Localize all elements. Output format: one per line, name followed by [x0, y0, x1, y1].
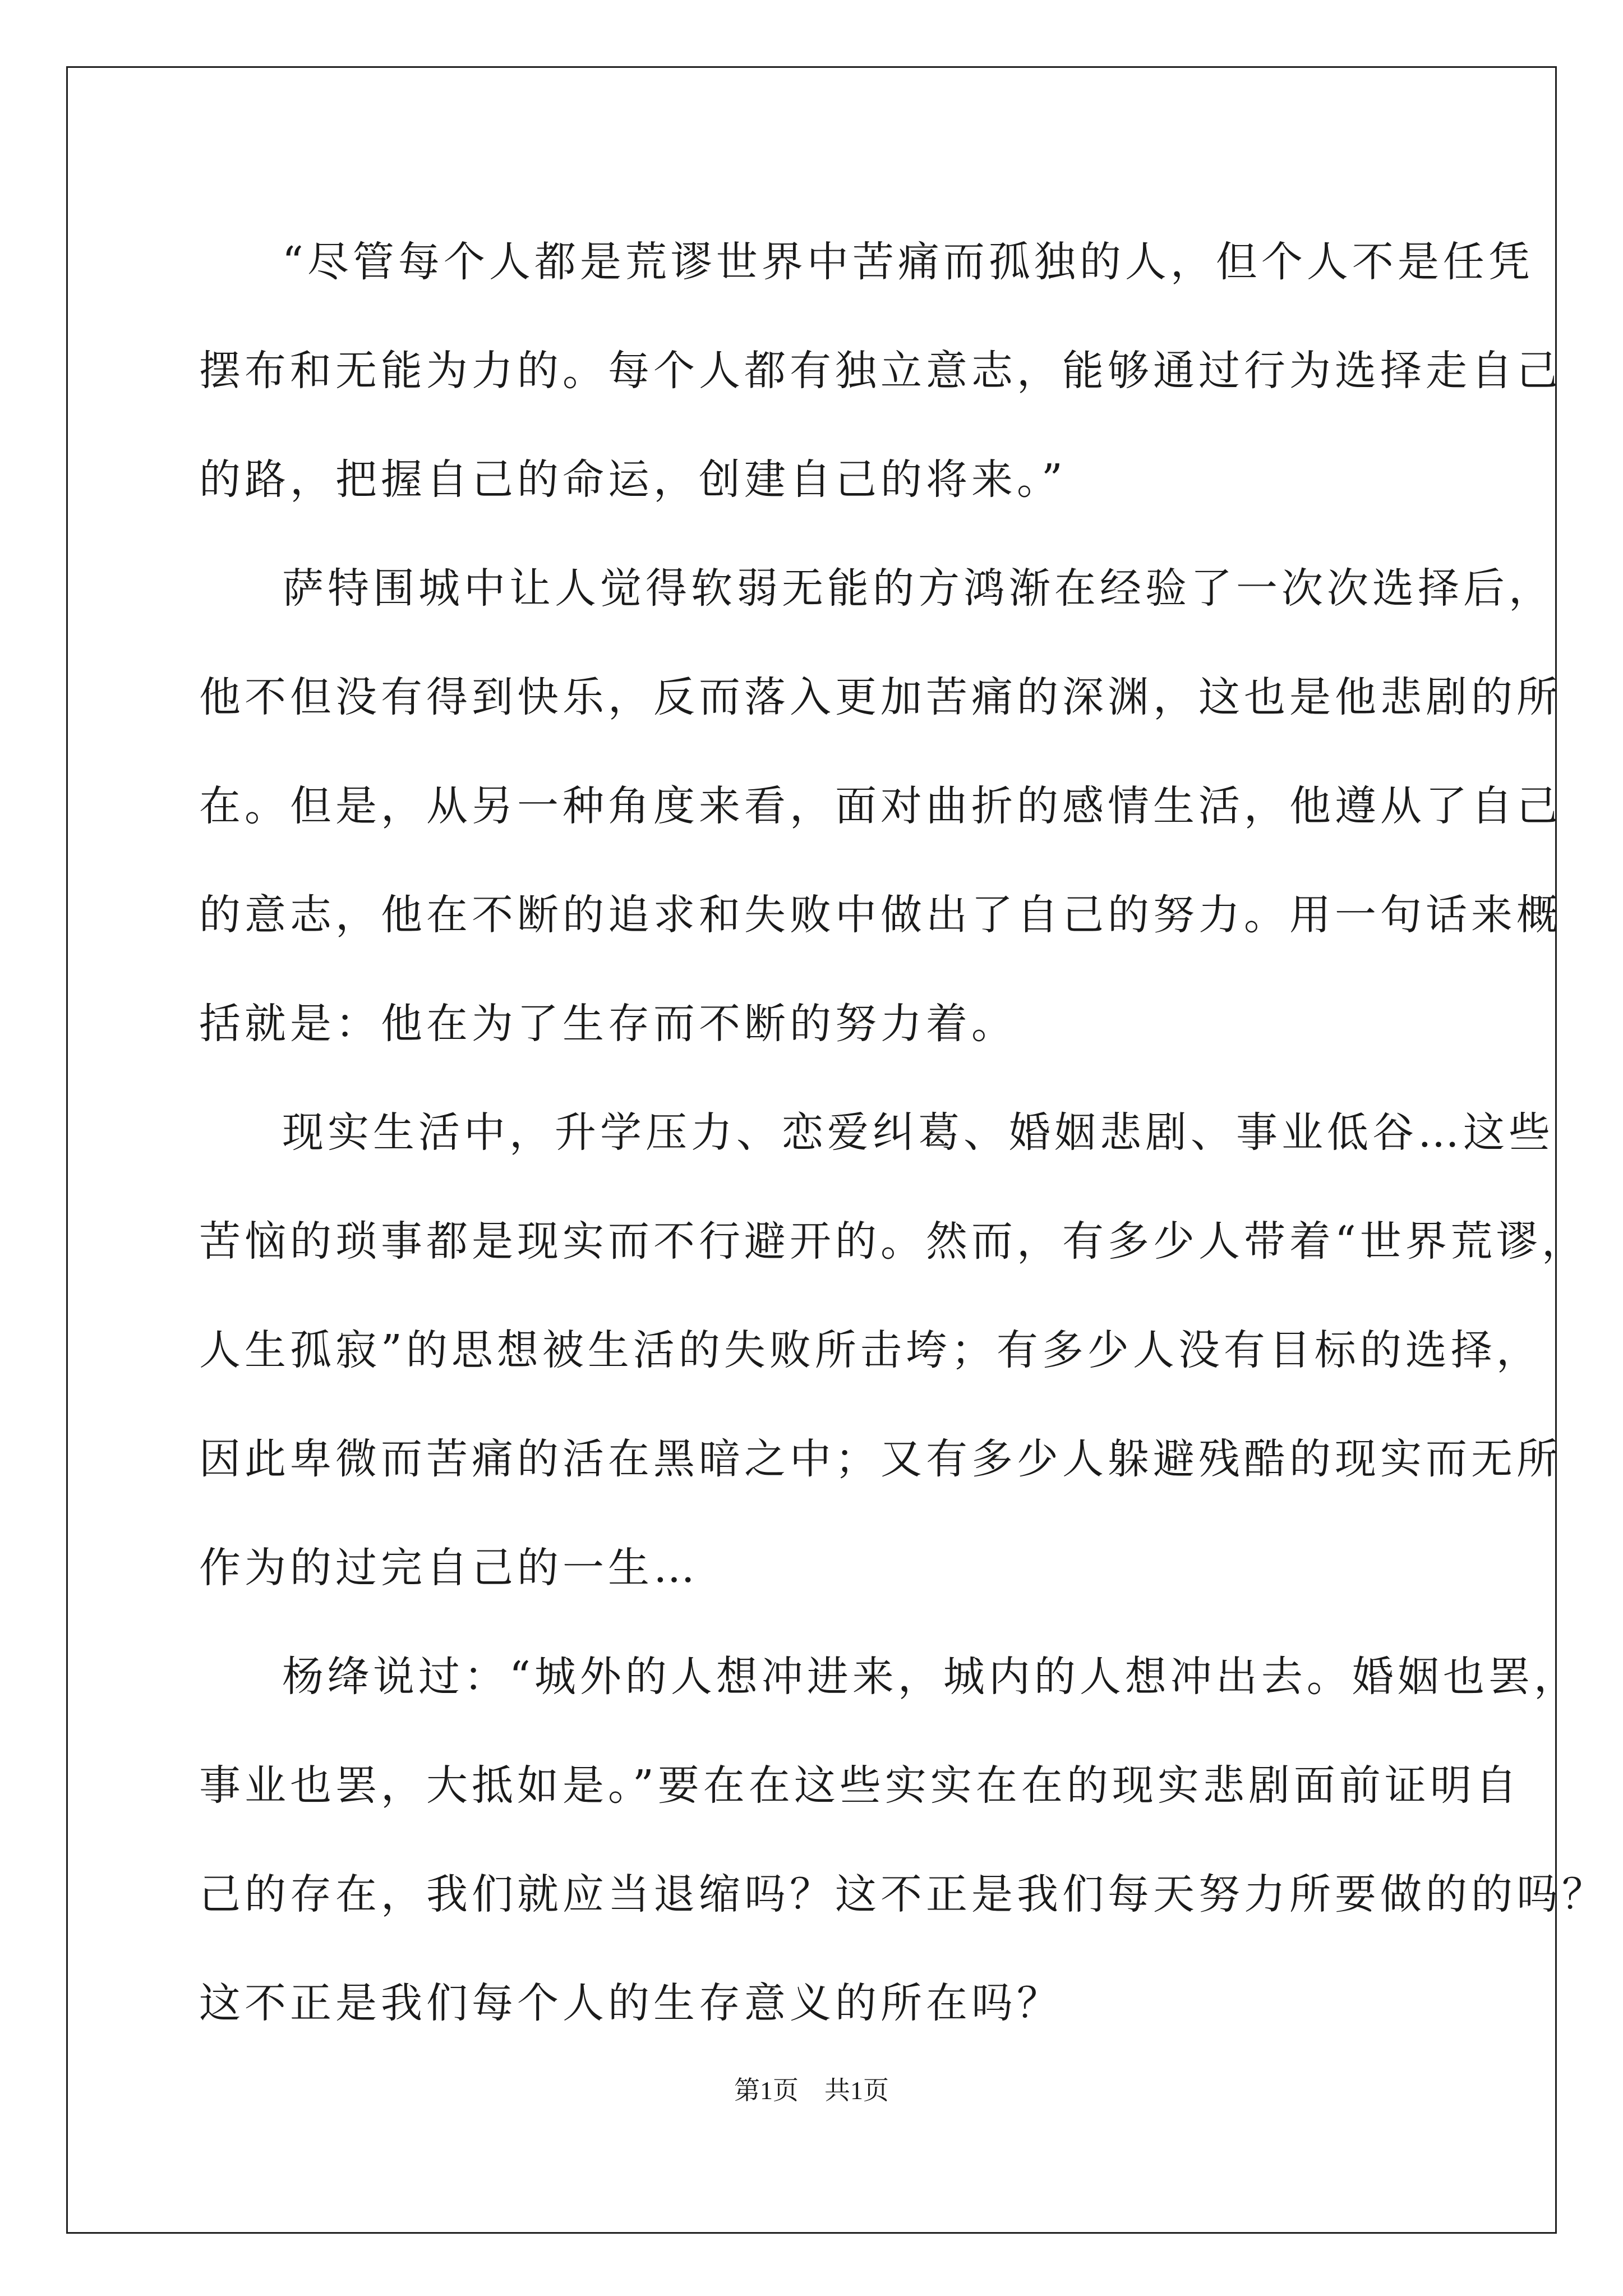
paragraph-line: 作为的过完自己的一生… [199, 1544, 699, 1592]
paragraph-line: 这不正是我们每个人的生存意义的所在吗？ [199, 1979, 1062, 2027]
paragraph-2 [199, 534, 1562, 1078]
paragraph-line: “尽管每个人都是荒谬世界中苦痛而孤独的人，但个人不是任凭 [282, 238, 1534, 286]
paragraph-line: 的路，把握自己的命运，创建自己的将来。” [199, 455, 1067, 504]
paragraph-line: 杨绛说过：“城外的人想冲进来，城内的人想冲出去。婚姻也罢， [282, 1653, 1579, 1701]
document-body [199, 208, 1607, 2058]
paragraph-line: 的意志，他在不断的追求和失败中做出了自己的努力。用一句话来概 [199, 891, 1562, 939]
paragraph-4 [199, 1622, 1607, 2058]
paragraph-line: 人生孤寂”的思想被生活的失败所击垮；有多少人没有目标的选择， [199, 1326, 1542, 1374]
paragraph-line: 事业也罢，大抵如是。”要在在这些实实在在的现实悲剧面前证明自 [199, 1761, 1521, 1810]
paragraph-3 [199, 1078, 1587, 1622]
paragraph-line: 苦恼的琐事都是现实而不行避开的。然而，有多少人带着“世界荒谬， [199, 1217, 1587, 1266]
paragraph-line: 现实生活中，升学压力、恋爱纠葛、婚姻悲剧、事业低谷…这些 [282, 1108, 1554, 1157]
page-footer: 第1页 共1页 [734, 2076, 889, 2105]
paragraph-line: 括就是：他在为了生存而不断的努力着。 [199, 1000, 1017, 1048]
paragraph-line: 摆布和无能为力的。每个人都有独立意志，能够通过行为选择走自己 [199, 347, 1562, 395]
paragraph-line: 因此卑微而苦痛的活在黑暗之中；又有多少人躲避残酷的现实而无所 [199, 1435, 1562, 1483]
paragraph-1 [199, 208, 1562, 534]
paragraph-line: 萨特围城中让人觉得软弱无能的方鸿渐在经验了一次次选择后， [282, 564, 1554, 613]
paragraph-line: 他不但没有得到快乐，反而落入更加苦痛的深渊，这也是他悲剧的所 [199, 673, 1562, 721]
paragraph-line: 己的存在，我们就应当退缩吗？这不正是我们每天努力所要做的的吗？ [199, 1870, 1607, 1918]
paragraph-line: 在。但是，从另一种角度来看，面对曲折的感情生活，他遵从了自己 [199, 782, 1562, 830]
